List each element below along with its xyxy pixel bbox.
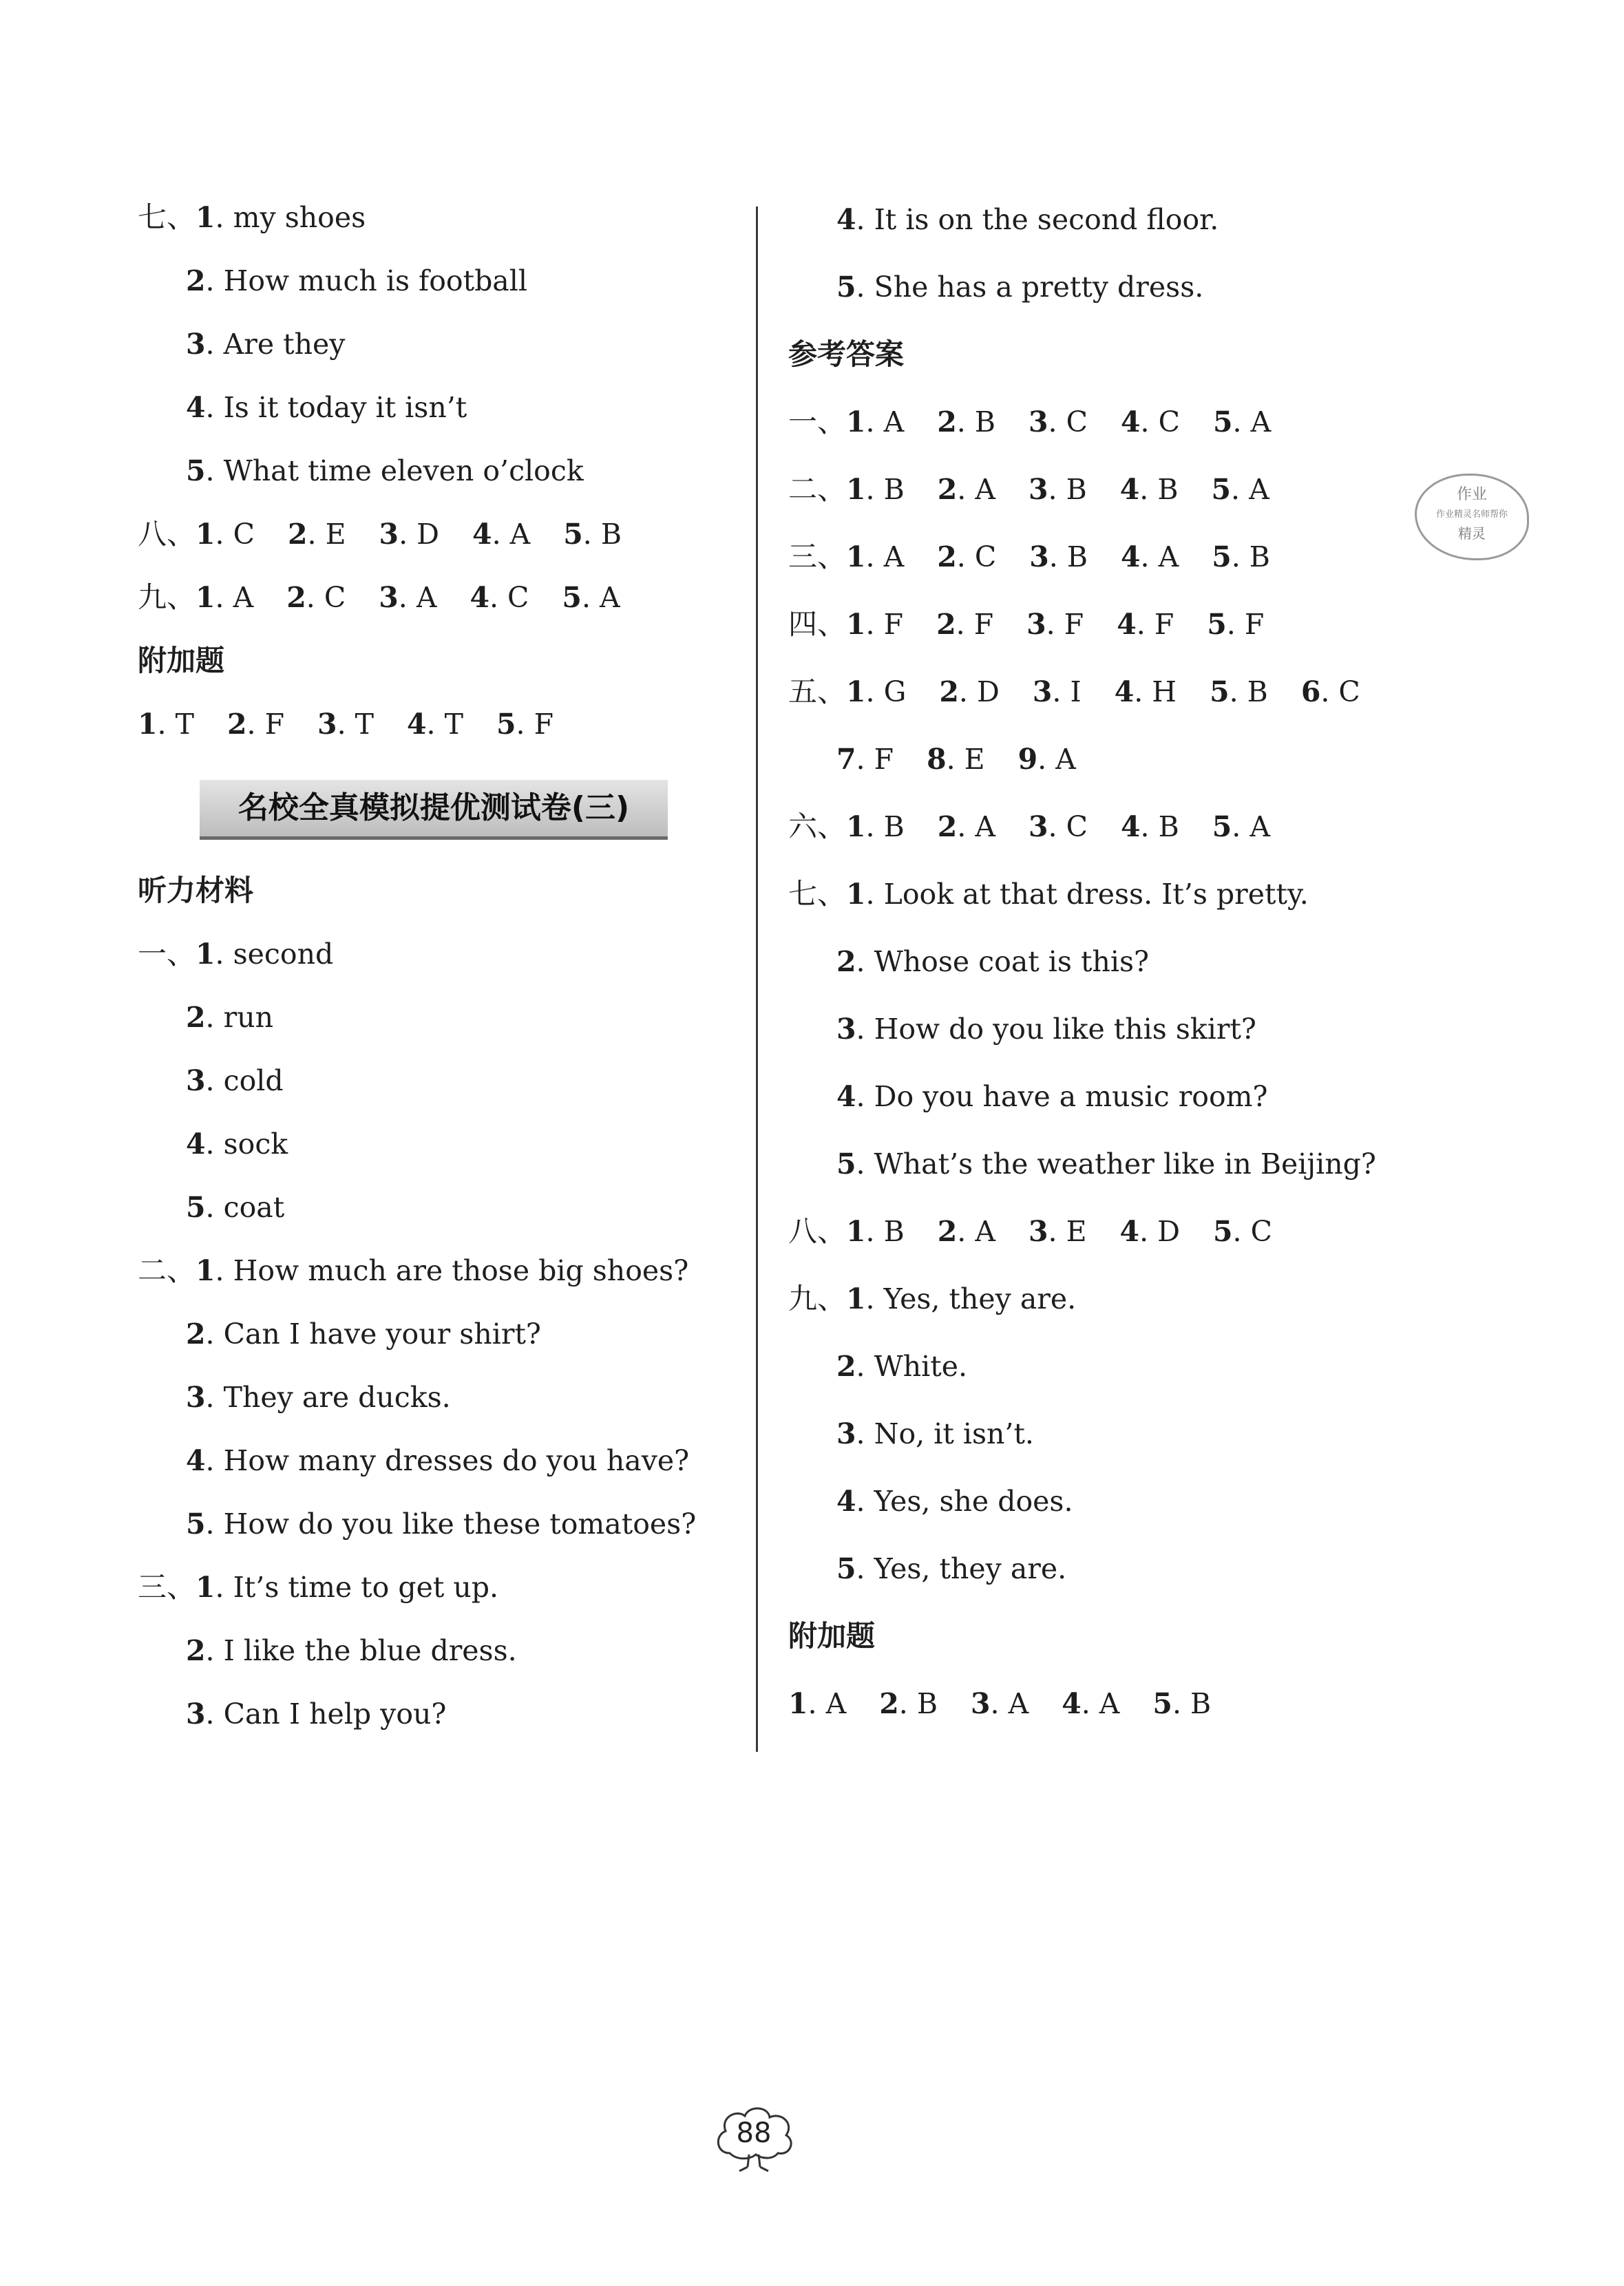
qi-item-1: 七、1. my shoes xyxy=(138,186,744,249)
qi-item-5: 5. What time eleven o’clock xyxy=(186,454,584,487)
section-label: 四、 xyxy=(788,607,847,641)
section-label: 九、 xyxy=(788,1282,847,1315)
extra-answers: 1. T 2. F 3. T 4. T 5. F xyxy=(138,708,554,741)
r-extra-heading: 附加题 xyxy=(788,1619,876,1653)
jiu-answers: 九、1. A 2. C 3. A 4. C 5. A xyxy=(138,566,744,629)
page-number: 88 xyxy=(709,2099,799,2175)
listening-heading: 听力材料 xyxy=(138,874,254,907)
yi-item-1: 一、1. second xyxy=(138,922,744,986)
er-item-4: 4. How many dresses do you have? xyxy=(186,1444,690,1477)
section-label: 一、 xyxy=(788,405,847,438)
qi-item-4: 4. Is it today it isn’t xyxy=(186,391,467,424)
section-label: 七、 xyxy=(138,200,196,234)
r-jiu-item-4: 4. Yes, she does. xyxy=(836,1485,1073,1518)
r-san-answers: 三、1. A 2. C 3. B 4. A 5. B xyxy=(788,523,1477,591)
yi-item-3: 3. cold xyxy=(186,1064,284,1097)
er-item-2: 2. Can I have your shirt? xyxy=(186,1317,541,1351)
section-label: 八、 xyxy=(138,517,196,551)
san-item-3: 3. Can I help you? xyxy=(186,1697,447,1731)
r-er-answers: 二、1. B 2. A 3. B 4. B 5. A xyxy=(788,456,1477,523)
r-qi-item-4: 4. Do you have a music room? xyxy=(836,1080,1268,1113)
r-extra-answers: 1. A 2. B 3. A 4. A 5. B xyxy=(788,1687,1212,1720)
r-yi-answers: 一、1. A 2. B 3. C 4. C 5. A xyxy=(788,388,1477,456)
san-item-1: 三、1. It’s time to get up. xyxy=(138,1556,744,1619)
er-item-3: 3. They are ducks. xyxy=(186,1381,451,1414)
yi-item-2: 2. run xyxy=(186,1001,274,1034)
column-divider xyxy=(756,207,758,1752)
section-label: 二、 xyxy=(788,472,847,506)
qi-item-2: 2. How much is football xyxy=(186,264,527,297)
section-label: 三、 xyxy=(138,1570,196,1604)
r-si-answers: 四、1. F 2. F 3. F 4. F 5. F xyxy=(788,591,1477,658)
section-label: 五、 xyxy=(788,675,847,708)
r-jiu-item-1: 九、1. Yes, they are. xyxy=(788,1265,1477,1333)
banner-wrap xyxy=(138,756,744,859)
test-title-banner: 名校全真模拟提优测试卷(三) xyxy=(200,780,668,840)
r-wu-answers-1: 五、1. G 2. D 3. I 4. H 5. B 6. C xyxy=(788,658,1477,726)
r-jiu-item-5: 5. Yes, they are. xyxy=(836,1552,1067,1585)
er-item-5: 5. How do you like these tomatoes? xyxy=(186,1507,697,1541)
right-column xyxy=(788,186,1477,1737)
section-label: 六、 xyxy=(788,809,847,843)
section-label: 八、 xyxy=(788,1214,847,1248)
yi-item-4: 4. sock xyxy=(186,1128,288,1161)
r-qi-item-3: 3. How do you like this skirt? xyxy=(836,1013,1256,1046)
yi-item-5: 5. coat xyxy=(186,1191,285,1224)
section-label: 一、 xyxy=(138,937,196,971)
section-label: 二、 xyxy=(138,1253,196,1287)
section-label: 七、 xyxy=(788,877,847,911)
r-liu-answers: 六、1. B 2. A 3. C 4. B 5. A xyxy=(788,793,1477,860)
left-column xyxy=(138,186,744,1746)
san-item-2: 2. I like the blue dress. xyxy=(186,1634,517,1667)
extra-heading: 附加题 xyxy=(138,644,225,677)
section-label: 九、 xyxy=(138,580,196,614)
section-label: 三、 xyxy=(788,540,847,573)
ba-answers: 八、1. C 2. E 3. D 4. A 5. B xyxy=(138,502,744,566)
answers-heading: 参考答案 xyxy=(788,337,905,371)
qi-item-3: 3. Are they xyxy=(186,328,346,361)
r-qi-item-1: 七、1. Look at that dress. It’s pretty. xyxy=(788,860,1477,928)
watermark-stamp: 作业 作业精灵名师帮你 精灵 xyxy=(1415,474,1529,560)
r-jiu-item-3: 3. No, it isn’t. xyxy=(836,1417,1034,1450)
r-ba-answers: 八、1. B 2. A 3. E 4. D 5. C xyxy=(788,1198,1477,1265)
r-qi-item-5: 5. What’s the weather like in Beijing? xyxy=(836,1147,1376,1181)
san-item-4: 4. It is on the second floor. xyxy=(836,203,1219,236)
er-item-1: 二、1. How much are those big shoes? xyxy=(138,1239,744,1302)
r-wu-answers-2: 7. F 8. E 9. A xyxy=(836,743,1076,776)
san-item-5: 5. She has a pretty dress. xyxy=(836,271,1204,304)
r-jiu-item-2: 2. White. xyxy=(836,1350,968,1383)
r-qi-item-2: 2. Whose coat is this? xyxy=(836,945,1149,978)
